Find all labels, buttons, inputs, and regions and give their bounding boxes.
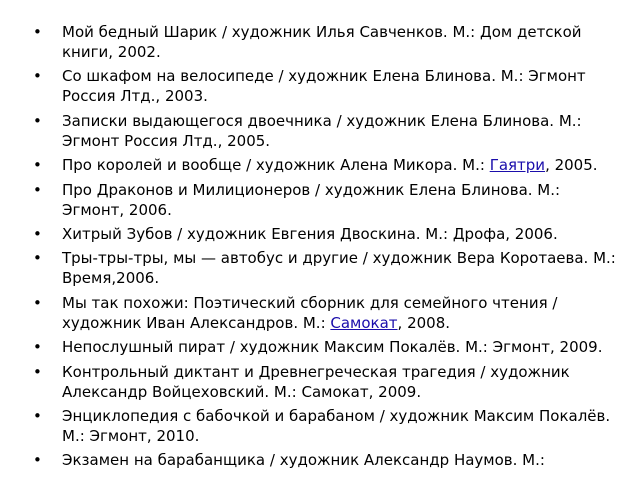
list-item	[0, 22, 640, 62]
list-item	[0, 248, 640, 288]
list-item	[0, 450, 640, 470]
item-text: Энциклопедия с бабочкой и барабаном / художник Максим Покалёв. М.: Эгмонт, 2010.	[62, 406, 611, 445]
list-item	[0, 180, 640, 220]
bullet-marker: •	[33, 67, 42, 86]
item-text-tail: , 2008.	[397, 313, 451, 332]
item-text: Контрольный диктант и Древнегреческая трагедия / художник Александр Войцеховский. М.: Самокат, 2009.	[62, 362, 570, 401]
bullet-marker: •	[33, 338, 42, 357]
publisher-link-gayatri[interactable]: Гаятри	[489, 156, 546, 175]
item-text: Непослушный пират / художник Максим Покалёв. М.: Эгмонт, 2009.	[62, 338, 603, 357]
item-text: Со шкафом на велосипеде / художник Елена Блинова. М.: Эгмонт Россия Лтд., 2003.	[62, 67, 586, 106]
list-item	[0, 293, 640, 333]
bullet-marker: •	[33, 249, 42, 268]
item-text: Экзамен на барабанщика / художник Александр Наумов. М.:	[62, 451, 545, 470]
item-text: Про Драконов и Милиционеров / художник Елена Блинова. М.: Эгмонт, 2006.	[62, 180, 561, 219]
list-item	[0, 155, 640, 175]
bullet-marker: •	[33, 23, 42, 41]
item-text: Про королей и вообще / художник Алена Микора. М.:	[62, 156, 490, 175]
list-item	[0, 362, 640, 402]
bullet-marker: •	[33, 111, 42, 130]
bullet-marker: •	[33, 156, 42, 175]
item-text: Мой бедный Шарик / художник Илья Савченков. М.: Дом детской книги, 2002.	[62, 23, 582, 61]
item-text-tail: , 2005.	[545, 156, 598, 175]
bullet-marker: •	[33, 180, 42, 199]
bullet-marker: •	[33, 293, 42, 312]
list-item	[0, 66, 640, 106]
item-text: Записки выдающегося двоечника / художник Елена Блинова. М.: Эгмонт Россия Лтд., 2005.	[62, 111, 582, 150]
list-item	[0, 111, 640, 151]
bullet-marker: •	[33, 406, 42, 425]
item-text: Мы так похожи: Поэтический сборник для семейного чтения / художник Иван Александров. М.:	[62, 293, 558, 332]
bullet-marker: •	[33, 362, 42, 381]
list-item	[0, 337, 640, 357]
bullet-marker: •	[33, 451, 42, 470]
list-item	[0, 406, 640, 446]
bibliography-list	[0, 22, 640, 475]
list-item	[0, 224, 640, 244]
item-text: Хитрый Зубов / художник Евгения Двоскина. М.: Дрофа, 2006.	[62, 224, 558, 243]
item-text: Тры-тры-тры, мы — автобус и другие / художник Вера Коротаева. М.: Время,2006.	[62, 249, 616, 288]
bullet-marker: •	[33, 224, 42, 243]
publisher-link-samokat[interactable]: Самокат	[330, 313, 398, 332]
